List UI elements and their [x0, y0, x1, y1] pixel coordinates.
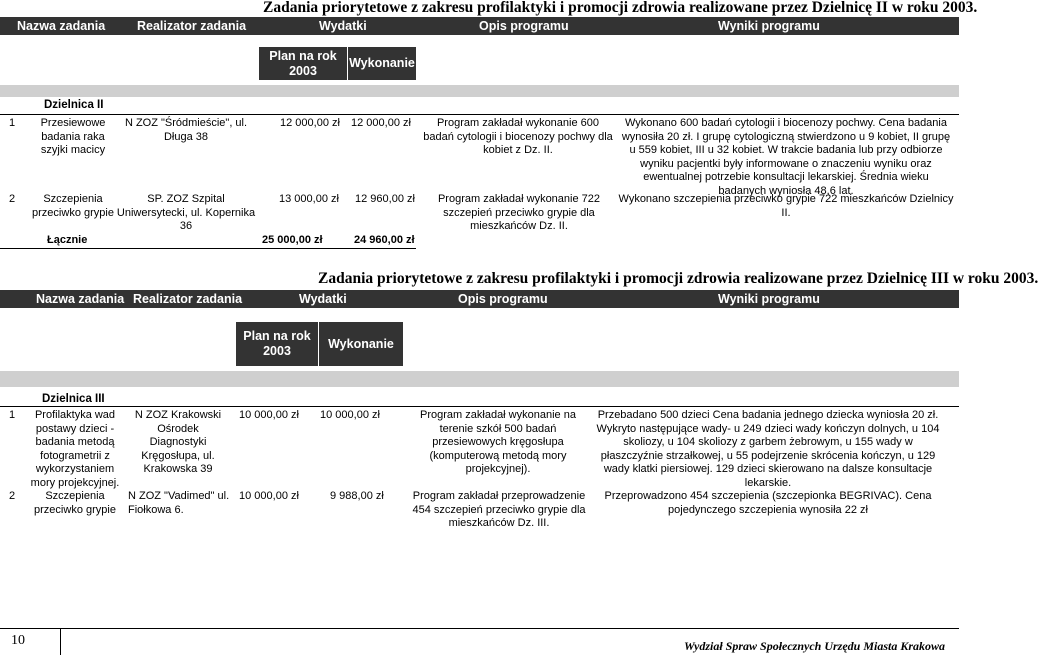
header-executor: Realizator zadania — [133, 292, 243, 306]
execution-value: 12 960,00 zł — [355, 193, 415, 205]
header-executor: Realizator zadania — [137, 19, 247, 33]
table-1-header-row — [0, 17, 959, 35]
task-name: Przesiewowe badania raka szyjki macicy — [40, 117, 106, 156]
header-plan: Plan na rok 2003 — [236, 322, 318, 366]
district-divider — [0, 406, 959, 407]
header-plan: Plan na rok 2003 — [259, 47, 347, 80]
plan-value: 12 000,00 zł — [280, 117, 340, 129]
total-label: Łącznie — [47, 234, 88, 246]
row-number: 2 — [9, 490, 16, 502]
row-number: 1 — [9, 409, 16, 421]
executor: N ZOZ Krakowski Ośrodek Diagnostyki Kręgosłupa, ul. Krakowska 39 — [134, 409, 222, 475]
plan-value: 10 000,00 zł — [239, 490, 299, 502]
execution-value: 9 988,00 zł — [330, 490, 384, 502]
separator-band — [0, 85, 959, 97]
execution-value: 10 000,00 zł — [320, 409, 380, 421]
header-execution: Wykonanie — [319, 322, 403, 366]
program-description: Program zakładał wykonanie na terenie szkół 500 badań przesiewowych kręgosłupa (komputerową metodą mory projekcyjnej). — [420, 409, 576, 475]
program-results: Przeprowadzono 454 szczepienia (szczepionka BEGRIVAC). Cena pojedynczego szczepienia wynosiła 22 zł — [604, 490, 932, 516]
table-1-title: Zadania priorytetowe z zakresu profilaktyki i promocji zdrowia realizowane przez Dzielnicę II w roku 2003. — [263, 0, 978, 16]
executor: N ZOZ "Śródmieście", ul. Długa 38 — [124, 117, 248, 143]
table-2-header-row — [0, 290, 959, 308]
header-results: Wyniki programu — [718, 19, 820, 33]
program-results: Wykonano 600 badań cytologii i biocenozy pochwy. Cena badania wynosiła 20 zł. I grupę cytologiczną stwierdzono u 9 kobiet, II grupę u 559 kobiet, III u 32 kobiet. W trakcie badania lub przy odbiorze wyniku pacjentki były informowane o znaczeniu wyniku oraz ewentualnej potrzebie konsultacji lekarskiej. Średnia wieku badanych wyniosła 48,6 lat. — [621, 117, 951, 197]
program-results: Wykonano szczepienia przeciwko grypie 722 mieszkańców Dzielnicy II. — [618, 193, 954, 219]
task-name: Profilaktyka wad postawy dzieci - badania metodą fotogrametrii z wykorzystaniem mory projekcyjnej. — [30, 409, 120, 489]
header-task-name: Nazwa zadania — [17, 19, 106, 33]
total-execution: 24 960,00 zł — [354, 234, 415, 246]
program-description: Program zakładał wykonanie 722 szczepień przeciwko grypie dla mieszkańców Dz. II. — [437, 193, 601, 232]
header-program-desc: Opis programu — [458, 292, 548, 306]
task-name: Szczepienia przeciwko grypie — [34, 490, 116, 516]
header-expenses: Wydatki — [299, 292, 347, 306]
footer-divider — [60, 628, 61, 655]
execution-value: 12 000,00 zł — [351, 117, 411, 129]
program-description: Program zakładał przeprowadzenie 454 szczepień przeciwko grypie dla mieszkańców Dz. III. — [412, 490, 586, 529]
program-description: Program zakładał wykonanie 600 badań cytologii i biocenozy pochwy dla kobiet z Dz. II. — [423, 117, 613, 156]
header-program-desc: Opis programu — [479, 19, 569, 33]
district-label: Dzielnica III — [42, 393, 105, 405]
district-divider — [0, 114, 959, 115]
plan-value: 10 000,00 zł — [239, 409, 299, 421]
footer-rule — [0, 628, 959, 629]
page-number: 10 — [11, 633, 25, 648]
executor: N ZOZ "Vadimed" ul. Fiołkowa 6. — [128, 490, 230, 516]
table-2-title: Zadania priorytetowe z zakresu profilaktyki i promocji zdrowia realizowane przez Dzielnicę III w roku 2003. — [318, 270, 1038, 287]
task-name: Szczepienia przeciwko grypie — [32, 193, 114, 219]
total-plan: 25 000,00 zł — [262, 234, 323, 246]
executor: SP. ZOZ Szpital Uniwersytecki, ul. Kopernika 36 — [116, 193, 256, 232]
row-number: 2 — [9, 193, 16, 205]
district-label: Dzielnica II — [44, 99, 104, 111]
table-1-bottom-border — [0, 248, 416, 249]
header-expenses: Wydatki — [319, 19, 367, 33]
program-results: Przebadano 500 dzieci Cena badania jednego dziecka wyniosła 20 zł. Wykryto następujące wady- u 249 dzieci wady kończyn dolnych, u 104 skoliozy, u 104 skoliozy z garbem żebrowym, u 155 wady w płaszczyźnie strzałkowej, u 55 podejrzenie skrócenia kończyn, u 129 wady klatki piersiowej. 129 dzieci skierowano na dalsze konsultacje lekarskie. — [596, 409, 940, 489]
publisher-name: Wydział Spraw Społecznych Urzędu Miasta Krakowa — [684, 639, 946, 653]
header-results: Wyniki programu — [718, 292, 820, 306]
separator-band — [0, 371, 959, 387]
row-number: 1 — [9, 117, 16, 129]
header-task-name: Nazwa zadania — [36, 292, 125, 306]
header-execution: Wykonanie — [348, 47, 416, 80]
plan-value: 13 000,00 zł — [279, 193, 339, 205]
